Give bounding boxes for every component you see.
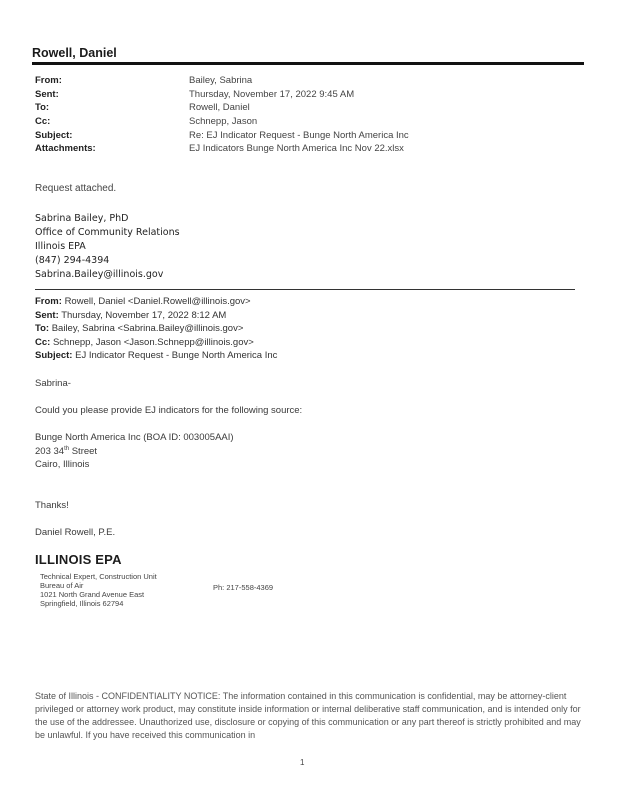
fwd-sent-label: Sent: [35,310,59,321]
signature-email-link[interactable]: Sabrina.Bailey@illinois.gov [35,269,164,280]
sender-sign: Daniel Rowell, P.E. [35,527,116,538]
reply-body: Request attached. [35,183,117,194]
illinois-epa-logo: ILLINOIS EPA [35,552,122,567]
signature-line: Illinois EPA [35,241,86,252]
fwd-from-label: From: [35,296,62,307]
from-value: Bailey, Sabrina [189,75,253,86]
attachment-link[interactable]: EJ Indicators Bunge North America Inc Nov 22.xlsx [189,143,404,154]
header-divider [32,62,584,65]
attachments-label: Attachments: [35,143,96,154]
footer-city: Springfield, Illinois 62794 [40,599,124,608]
fwd-subject-label: Subject: [35,350,73,361]
confidentiality-notice: State of Illinois - CONFIDENTIALITY NOTICE: The information contained in this communication is confidential, may be attorney-client privileged or attorney work product, may constitute inside information or internal deliberative staff communication, and is intended only for the use of the addressee. Unauthorized use, disclosure or copying of this communication or any part thereof is strictly prohibited and may be unlawful. If you have received this communication in [35,691,581,740]
address-line: Cairo, Illinois [35,459,90,470]
footer-bureau: Bureau of Air [40,581,84,590]
fwd-from [35,296,251,307]
fwd-to-label: To: [35,323,50,334]
address-line: Bunge North America Inc (BOA ID: 003005AAI) [35,432,234,443]
footer-street: 1021 North Grand Avenue East [40,590,145,599]
address-line [35,446,97,457]
footer-phone: Ph: 217-558-4369 [213,583,274,592]
fwd-to-value: Bailey, Sabrina <Sabrina.Bailey@illinois.gov> [51,323,244,334]
fwd-sent-value: Thursday, November 17, 2022 8:12 AM [61,310,227,321]
forward-divider [35,289,575,290]
fwd-sent [35,310,226,321]
to-label: To: [35,102,50,113]
fwd-cc-label: Cc: [35,337,51,348]
fwd-cc [35,337,254,348]
street-number: 203 34 [35,446,65,458]
street-name: Street [69,446,98,458]
to-value: Rowell, Daniel [189,102,250,113]
page-number: 1 [300,758,305,767]
thanks: Thanks! [35,500,69,511]
signature-line: (847) 294-4394 [35,255,110,266]
street-suffix: th [64,446,70,452]
fwd-subject-value: EJ Indicator Request - Bunge North America Inc [75,350,278,361]
from-label: From: [35,75,62,86]
sender-name: Rowell, Daniel [32,46,117,60]
fwd-cc-value: Schnepp, Jason <Jason.Schnepp@illinois.gov> [52,337,254,348]
fwd-to [35,323,243,334]
subject-value: Re: EJ Indicator Request - Bunge North America Inc [189,130,409,141]
fwd-from-value: Rowell, Daniel <Daniel.Rowell@illinois.gov> [64,296,251,307]
cc-label: Cc: [35,116,51,127]
sent-value: Thursday, November 17, 2022 9:45 AM [189,89,355,100]
greeting: Sabrina- [35,378,71,389]
request-text: Could you please provide EJ indicators for the following source: [35,405,303,416]
subject-label: Subject: [35,130,73,141]
footer-title: Technical Expert, Construction Unit [40,572,157,581]
signature-line: Sabrina Bailey, PhD [35,213,129,224]
cc-value: Schnepp, Jason [189,116,258,127]
fwd-subject [35,350,277,361]
signature-line: Office of Community Relations [35,227,180,238]
sent-label: Sent: [35,89,59,100]
